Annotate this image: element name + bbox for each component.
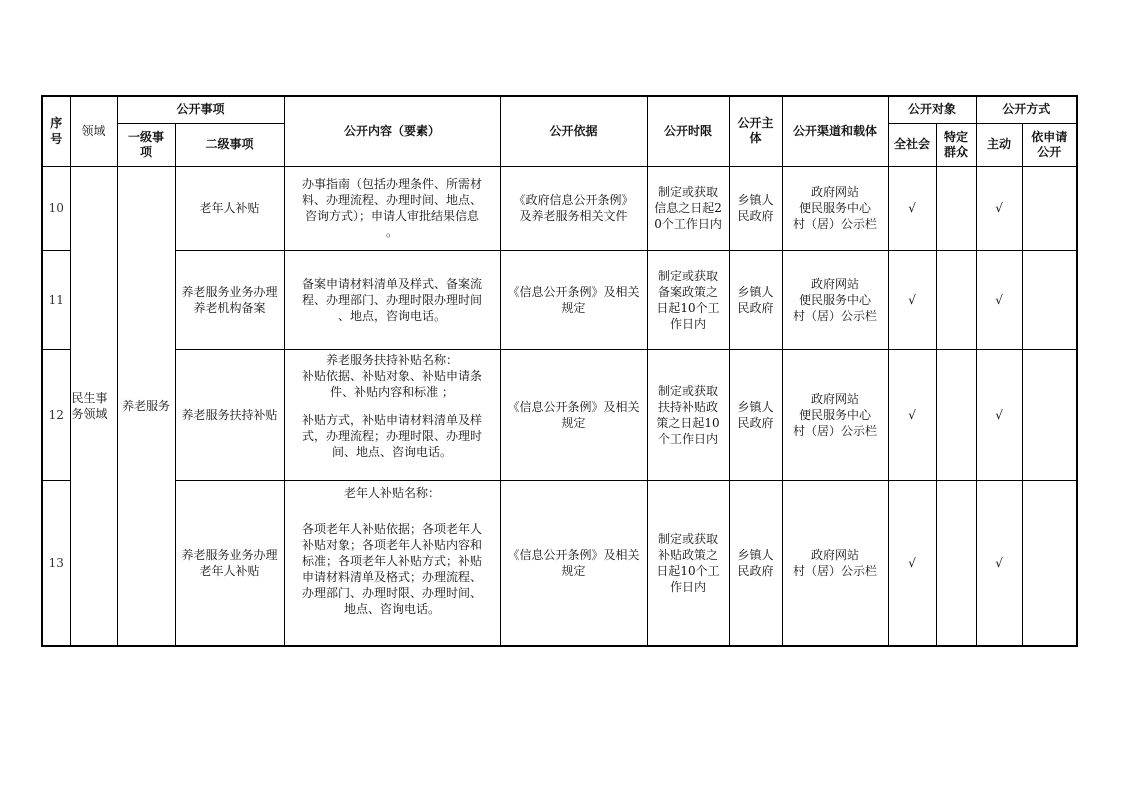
- content-cell: 养老服务扶持补贴名称： 补贴依据、补贴对象、补贴申请条 件、补贴内容和标准 ； 补贴方式，补贴申请材料清单及样 式，办理流程；办理时限、办理时 间、地点、咨询电话。: [284, 349, 500, 480]
- table-row: [42, 480, 1077, 646]
- domain-cell: 民生事务领域: [70, 166, 117, 646]
- level2-cell: 养老服务业务办理老年人补贴: [175, 480, 284, 646]
- method-header: 公开方式: [976, 96, 1077, 123]
- method-request-cell: [1022, 349, 1077, 480]
- basis-cell: 《信息公开条例》及相关规定: [500, 480, 647, 646]
- time-limit-cell: 制定或获取补贴政策之日起10个工作日内: [647, 480, 729, 646]
- content-header: 公开内容（要素）: [284, 96, 500, 166]
- audience-all-check: √: [888, 480, 936, 646]
- method-active-header: 主动: [976, 123, 1022, 166]
- method-active-check: √: [976, 349, 1022, 480]
- audience-specific-cell: [936, 480, 976, 646]
- subject-cell: 乡镇人民政府: [729, 250, 782, 349]
- seq-cell: 13: [42, 480, 70, 646]
- seq-header: 序号: [42, 96, 70, 166]
- content-cell: 备案申请材料清单及样式、备案流 程、办理部门、办理时限办理时间 、地点，咨询电话。: [284, 250, 500, 349]
- basis-cell: 《信息公开条例》及相关规定: [500, 250, 647, 349]
- time-limit-cell: 制定或获取备案政策之日起10个工作日内: [647, 250, 729, 349]
- seq-cell: 11: [42, 250, 70, 349]
- channel-cell: 政府网站 便民服务中心 村（居）公示栏: [782, 166, 888, 250]
- audience-all-header: 全社会: [888, 123, 936, 166]
- subject-cell: 乡镇人民政府: [729, 166, 782, 250]
- subject-cell: 乡镇人民政府: [729, 480, 782, 646]
- method-request-header: 依申请公开: [1022, 123, 1077, 166]
- basis-cell: 《信息公开条例》及相关规定: [500, 349, 647, 480]
- subject-cell: 乡镇人民政府: [729, 349, 782, 480]
- method-active-check: √: [976, 166, 1022, 250]
- disclosure-table: [41, 95, 1078, 647]
- audience-specific-cell: [936, 349, 976, 480]
- seq-cell: 10: [42, 166, 70, 250]
- level1-header: 一级事项: [117, 123, 175, 166]
- content-cell: 老年人补贴名称： 各项老年人补贴依据；各项老年人 补贴对象；各项老年人补贴内容和 标准；各项老年人补贴方式；补贴 申请材料清单及格式；办理流程、 办理部门、办理时限、办理时间、 地点、咨询电话。: [284, 480, 500, 646]
- domain-header: 领域: [70, 96, 117, 166]
- audience-header: 公开对象: [888, 96, 976, 123]
- audience-specific-cell: [936, 166, 976, 250]
- method-active-check: √: [976, 480, 1022, 646]
- method-request-cell: [1022, 166, 1077, 250]
- method-active-check: √: [976, 250, 1022, 349]
- table-row: [42, 166, 1077, 250]
- subject-header: 公开主体: [729, 96, 782, 166]
- level2-cell: 养老服务业务办理养老机构备案: [175, 250, 284, 349]
- table-row: [42, 250, 1077, 349]
- method-request-cell: [1022, 480, 1077, 646]
- level1-cell: 养老服务: [117, 166, 175, 646]
- items-header: 公开事项: [117, 96, 284, 123]
- time-limit-cell: 制定或获取信息之日起20个工作日内: [647, 166, 729, 250]
- channel-cell: 政府网站 便民服务中心 村（居）公示栏: [782, 349, 888, 480]
- audience-specific-cell: [936, 250, 976, 349]
- table-row: [42, 349, 1077, 480]
- channel-cell: 政府网站 村（居）公示栏: [782, 480, 888, 646]
- basis-header: 公开依据: [500, 96, 647, 166]
- channel-cell: 政府网站 便民服务中心 村（居）公示栏: [782, 250, 888, 349]
- level2-header: 二级事项: [175, 123, 284, 166]
- audience-all-check: √: [888, 166, 936, 250]
- method-request-cell: [1022, 250, 1077, 349]
- seq-cell: 12: [42, 349, 70, 480]
- time-limit-header: 公开时限: [647, 96, 729, 166]
- channel-header: 公开渠道和载体: [782, 96, 888, 166]
- audience-specific-header: 特定群众: [936, 123, 976, 166]
- content-cell: 办事指南（包括办理条件、所需材 料、办理流程、办理时间、地点、 咨询方式）；申请人审批结果信息 。: [284, 166, 500, 250]
- audience-all-check: √: [888, 250, 936, 349]
- audience-all-check: √: [888, 349, 936, 480]
- level2-cell: 养老服务扶持补贴: [175, 349, 284, 480]
- header-row-1: [42, 96, 1077, 123]
- time-limit-cell: 制定或获取扶持补贴政策之日起10个工作日内: [647, 349, 729, 480]
- basis-cell: 《政府信息公开条例》及养老服务相关文件: [500, 166, 647, 250]
- level2-cell: 老年人补贴: [175, 166, 284, 250]
